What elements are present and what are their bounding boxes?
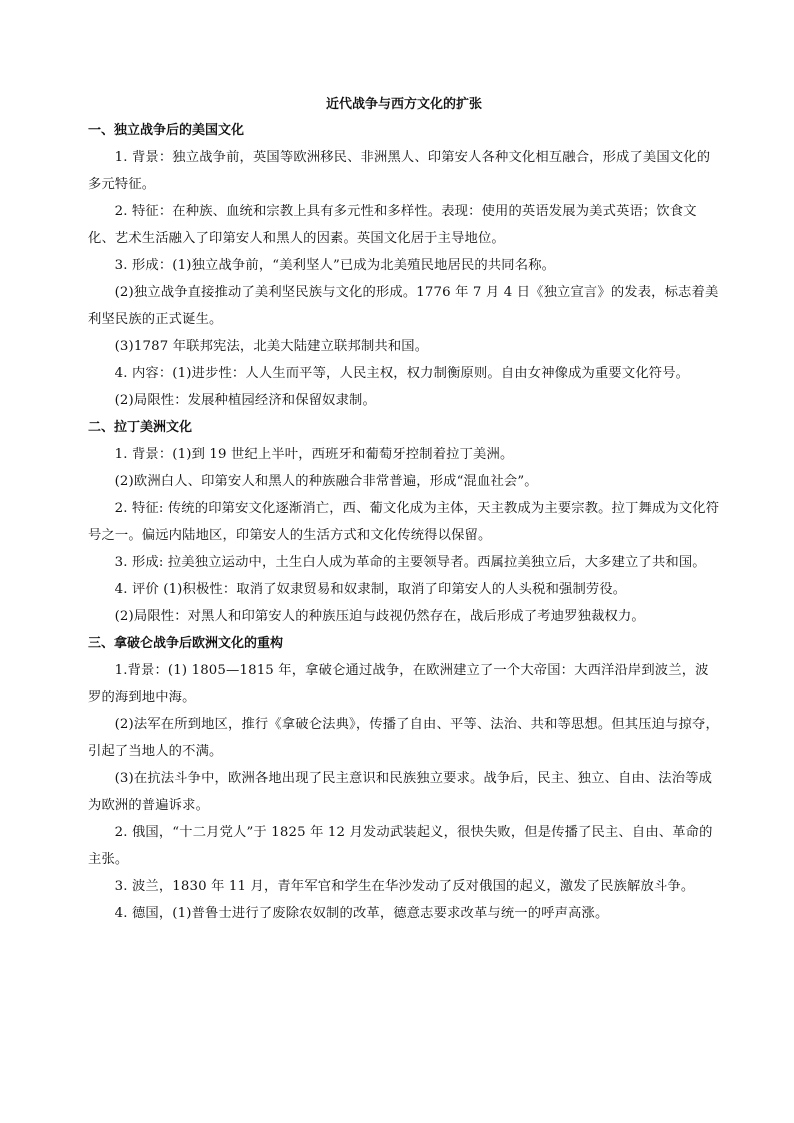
paragraph: 2. 俄国，“十二月党人”于 1825 年 12 月发动武装起义，很快失败，但是传播了民主、自由、革命的主张。 — [88, 825, 713, 867]
paragraph: 3. 形成：(1)独立战争前，“美利坚人”已成为北美殖民地居民的共同名称。 — [114, 258, 556, 273]
paragraph: 2. 特征: 传统的印第安文化逐渐消亡，西、葡文化成为主体，天主教成为主要宗教。拉丁舞成为文化符号之一。偏远内陆地区，印第安人的生活方式和文化传统得以保留。 — [88, 501, 720, 543]
section-heading: 一、独立战争后的美国文化 — [88, 123, 245, 138]
paragraph: 4. 内容：(1)进步性：人人生而平等，人民主权，权力制衡原则。自由女神像成为重要文化符号。 — [114, 366, 690, 381]
section-european-culture — [88, 630, 720, 927]
paragraph: 1. 背景：独立战争前，英国等欧洲移民、非洲黑人、印第安人各种文化相互融合，形成了美国文化的多元特征。 — [88, 150, 711, 192]
paragraph: (3)在抗法斗争中，欧洲各地出现了民主意识和民族独立要求。战争后，民主、独立、自由、法治等成为欧洲的普遍诉求。 — [88, 771, 713, 813]
paragraph: (2)法军在所到地区，推行《拿破仑法典》，传播了自由、平等、法治、共和等思想。但其压迫与掠夺，引起了当地人的不满。 — [88, 717, 719, 759]
section-heading: 二、拉丁美洲文化 — [88, 420, 193, 435]
paragraph: 2. 特征：在种族、血统和宗教上具有多元性和多样性。表现：使用的英语发展为美式英语；饮食文化、艺术生活融入了印第安人和黑人的因素。英国文化居于主导地位。 — [88, 204, 697, 246]
paragraph: 3. 形成: 拉美独立运动中，土生白人成为革命的主要领导者。西属拉美独立后，大多建立了共和国。 — [114, 555, 706, 570]
paragraph: (2)局限性：发展种植园经济和保留奴隶制。 — [114, 393, 376, 408]
section-latin-american-culture — [88, 414, 720, 630]
paragraph: 1. 背景：(1)到 19 世纪上半叶，西班牙和葡萄牙控制着拉丁美洲。 — [114, 447, 514, 462]
section-heading: 三、拿破仑战争后欧洲文化的重构 — [88, 636, 284, 651]
paragraph: 4. 德国，(1)普鲁士进行了废除农奴制的改革，德意志要求改革与统一的呼声高涨。 — [114, 906, 609, 921]
paragraph: (2)局限性：对黑人和印第安人的种族压迫与歧视仍然存在，战后形成了考迪罗独裁权力。 — [114, 609, 645, 624]
paragraph: 3. 波兰，1830 年 11 月，青年军官和学生在华沙发动了反对俄国的起义，激发了民族解放斗争。 — [114, 879, 695, 894]
paragraph: 4. 评价 (1)积极性：取消了奴隶贸易和奴隶制，取消了印第安人的人头税和强制劳役。 — [114, 582, 627, 597]
document-title: 近代战争与西方文化的扩张 — [325, 97, 482, 112]
paragraph: (3)1787 年联邦宪法，北美大陆建立联邦制共和国。 — [114, 339, 429, 354]
document-page — [88, 93, 720, 927]
paragraph: (2)欧洲白人、印第安人和黑人的种族融合非常普遍，形成“混血社会”。 — [114, 474, 538, 489]
section-american-culture — [88, 117, 720, 414]
paragraph: 1.背景：(1) 1805—1815 年，拿破仑通过战争，在欧洲建立了一个大帝国：大西洋沿岸到波兰，波罗的海到地中海。 — [88, 663, 709, 705]
paragraph: (2)独立战争直接推动了美利坚民族与文化的形成。1776 年 7 月 4 日《独立宣言》的发表，标志着美利坚民族的正式诞生。 — [88, 285, 719, 327]
